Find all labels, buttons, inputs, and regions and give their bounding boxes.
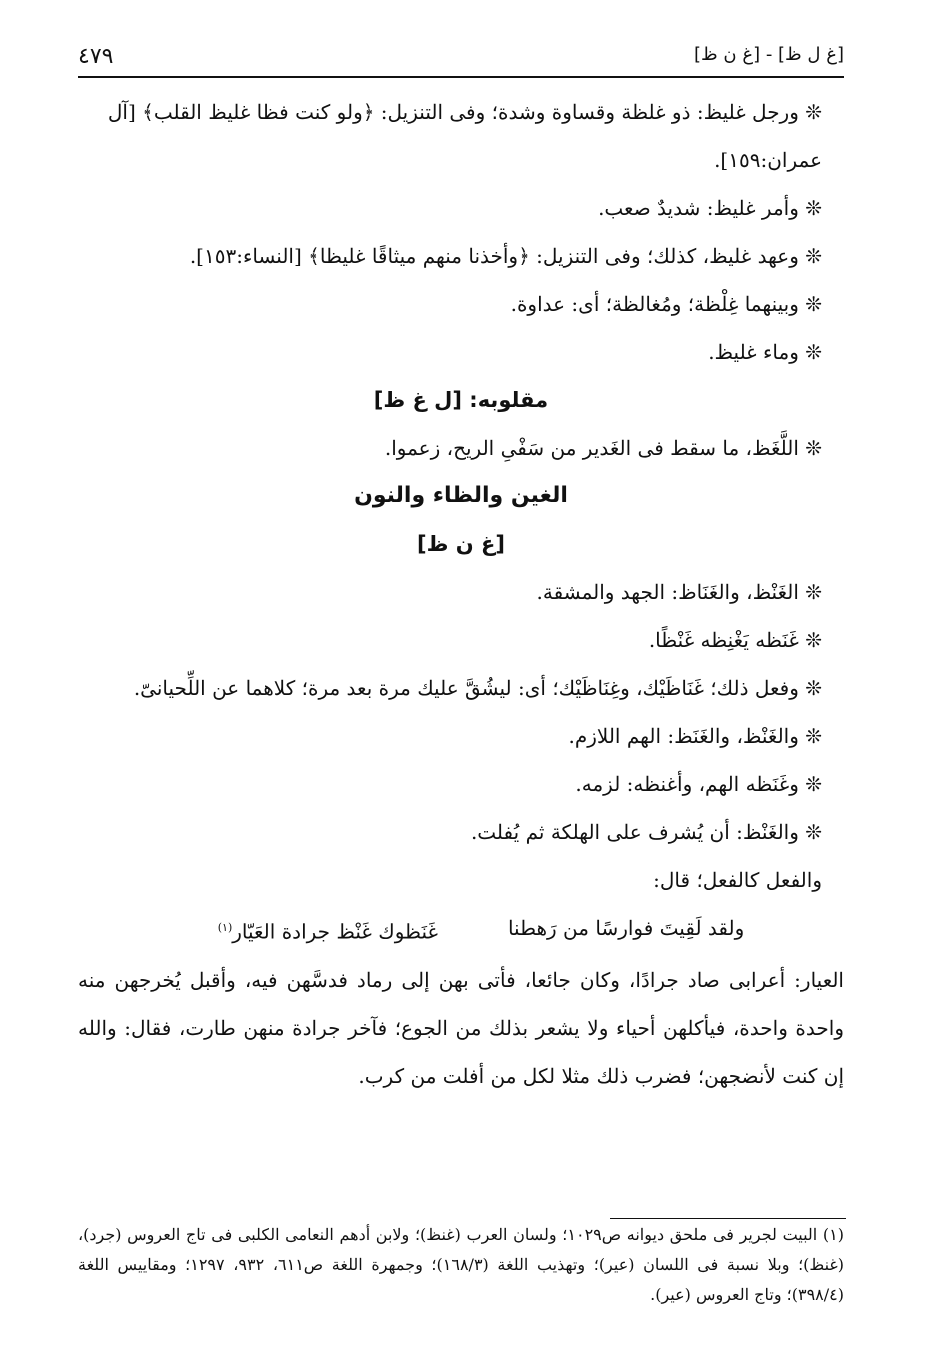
page-header xyxy=(78,40,844,78)
verse-first-hemistich: ولقد لَقِيتَ فوارسًا من رَهطنا xyxy=(507,916,745,940)
paragraph: ❊ الغَنْظ، والغَنَاظ: الجهد والمشقة. xyxy=(536,580,822,604)
section-heading-maqlub: مقلوبه: [ل غ ظ] xyxy=(373,388,549,412)
poetry-verse xyxy=(78,904,844,956)
paragraph-explanation: العيار: أعرابى صاد جرادًا، وكان جائعا، فأتى بهن إلى رماد فدسَّهن فيه، وأقبل يُخرجهن منه واحدة واحدة، فيأكلهن أحياء ولا يشعر بذلك من الجوع؛ فآخر جرادة منهن طارت، فقال: والله إن كنت لأنضجهن؛ فضرب ذلك مثلا لكل من أفلت من كرب. xyxy=(78,967,844,1088)
chapter-heading: الغين والظاء والنون xyxy=(354,483,568,508)
running-head: [غ ل ظ] - [غ ن ظ] xyxy=(694,44,844,65)
paragraph: ❊ والغَنْظ: أن يُشرف على الهلكة ثم يُفلت. xyxy=(470,820,822,844)
paragraph: ❊ وعهد غليظ، كذلك؛ وفى التنزيل: ﴿وأخذنا منهم ميثاقًا غليظا﴾ [النساء:١٥٣]. xyxy=(189,244,822,268)
paragraph: ❊ وفعل ذلك؛ غَنَاظَيْك، وغِنَاظَيْك؛ أى: ليشُقَّ عليك مرة بعد مرة؛ كلاهما عن اللِّحيانىّ. xyxy=(133,676,822,700)
paragraph: والفعل كالفعل؛ قال: xyxy=(653,868,822,892)
footnote: (١) البيت لجرير فى ملحق ديوانه ص١٠٢٩؛ ولسان العرب (غنظ)؛ ولابن أدهم النعامى الكلبى فى تاج العروس (جرد)، (غنظ)؛ وبلا نسبة فى اللسان (عير)؛ وتهذيب اللغة (١٦٨/٣)؛ وجمهرة اللغة ص٦١١، ٩٣٢، ١٢٩٧؛ ومقاييس اللغة (٣٩٨/٤)؛ وتاج العروس (عير). xyxy=(78,1225,845,1304)
paragraph: ❊ اللَّغَظ، ما سقط فى الغَدير من سَفْىِ الريح، زعموا. xyxy=(384,436,822,460)
main-text xyxy=(78,88,844,1100)
paragraph: ❊ وأمر غليظ: شديدٌ صعب. xyxy=(598,196,822,220)
paragraph: ❊ ورجل غليظ: ذو غلظة وقساوة وشدة؛ وفى التنزيل: ﴿ولو كنت فظا غليظ القلب﴾ [آل عمران:١٥٩]. xyxy=(107,100,822,172)
verse-second-text: غَنَظوك غَنْظ جرادة العَيّار xyxy=(232,919,438,944)
footnotes xyxy=(78,1220,844,1310)
page-number: ٤٧٩ xyxy=(78,44,114,69)
footnote-separator xyxy=(610,1218,846,1219)
verse-second-hemistich xyxy=(218,904,438,956)
paragraph: ❊ وماء غليظ. xyxy=(708,340,822,364)
root-heading: [غ ن ظ] xyxy=(417,532,505,556)
paragraph: ❊ وبينهما غِلْظة؛ ومُغالظة؛ أى: عداوة. xyxy=(510,292,822,316)
paragraph: ❊ والغَنْظ، والغَنَظ: الهم اللازم. xyxy=(568,724,822,748)
paragraph: ❊ وغَنَظه الهم، وأغنظه: لزمه. xyxy=(575,772,822,796)
footnote-marker[interactable]: (١) xyxy=(217,921,233,934)
paragraph: ❊ غَنَظه يَغْنِظه غَنْظًا. xyxy=(648,628,822,652)
